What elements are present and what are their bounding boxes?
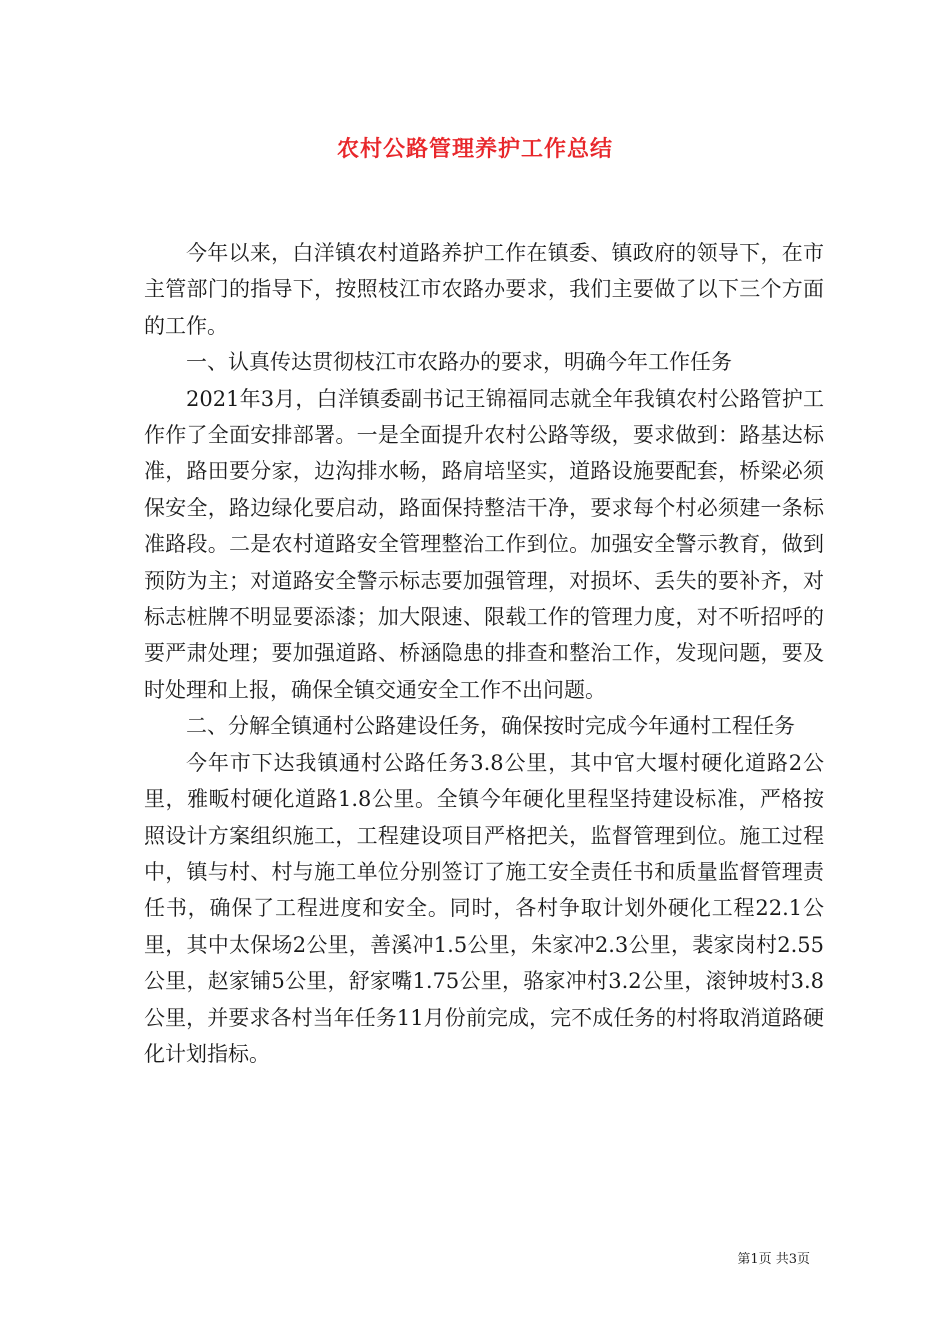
document-body: [144, 235, 824, 1072]
paragraph-section-1: 2021年3月，白洋镇委副书记王锦福同志就全年我镇农村公路管护工作作了全面安排部署。一是全面提升农村公路等级，要求做到：路基达标准，路田要分家，边沟排水畅，路肩培坚实，道路设施要配套，桥梁必须保安全，路边绿化要启动，路面保持整洁干净，要求每个村必须建一条标准路段。二是农村道路安全管理整治工作到位。加强安全警示教育，做到预防为主；对道路安全警示标志要加强管理，对损坏、丢失的要补齐，对标志桩牌不明显要添漆；加大限速、限载工作的管理力度，对不听招呼的要严肃处理；要加强道路、桥涵隐患的排查和整治工作，发现问题，要及时处理和上报，确保全镇交通安全工作不出问题。: [144, 386, 824, 702]
paragraph-intro: 今年以来，白洋镇农村道路养护工作在镇委、镇政府的领导下，在市主管部门的指导下，按照枝江市农路办要求，我们主要做了以下三个方面的工作。: [144, 241, 824, 338]
section-heading-1: 一、认真传达贯彻枝江市农路办的要求，明确今年工作任务: [186, 350, 732, 375]
section-heading-2: 二、分解全镇通村公路建设任务，确保按时完成今年通村工程任务: [186, 714, 795, 739]
page-number: 第1页 共3页: [737, 1252, 810, 1267]
paragraph-section-2: 今年市下达我镇通村公路任务3.8公里，其中官大堰村硬化道路2公里，雅畈村硬化道路1.8公里。全镇今年硬化里程坚持建设标准，严格按照设计方案组织施工，工程建设项目严格把关，监督管理到位。施工过程中，镇与村、村与施工单位分别签订了施工安全责任书和质量监督管理责任书，确保了工程进度和安全。同时，各村争取计划外硬化工程22.1公里，其中太保场2公里，善溪冲1.5公里，朱家冲2.3公里，裴家岗村2.55公里，赵家铺5公里，舒家嘴1.75公里，骆家冲村3.2公里，滚钟坡村3.8公里，并要求各村当年任务11月份前完成，完不成任务的村将取消道路硬化计划指标。: [144, 750, 824, 1066]
document-title: 农村公路管理养护工作总结: [336, 136, 613, 162]
